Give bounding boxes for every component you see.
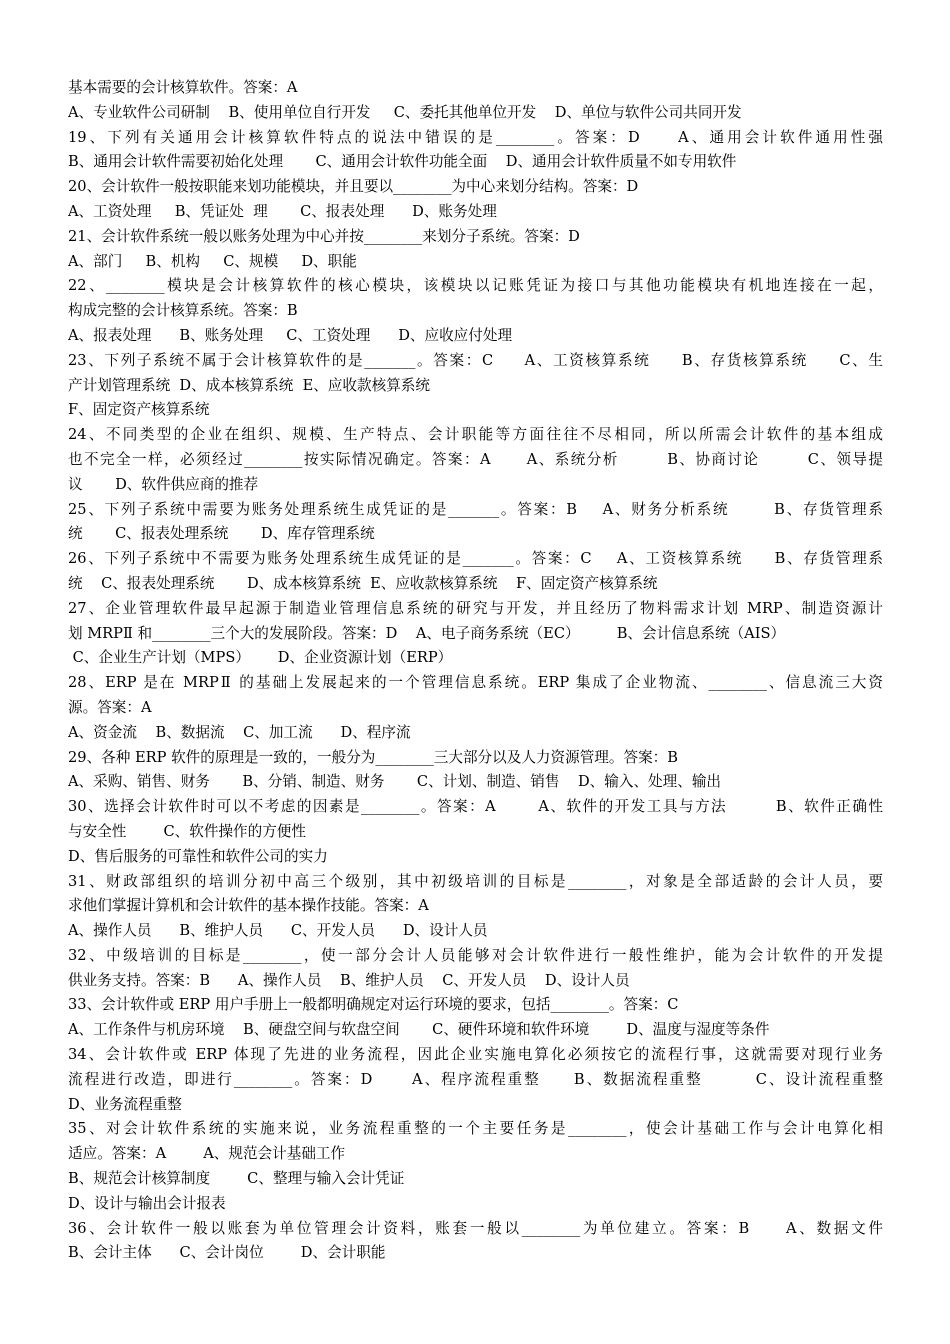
text-line: 28、ERP 是在 MRPⅡ 的基础上发展起来的一个管理信息系统。ERP 集成了企业物流、________、信息流三大资 bbox=[68, 674, 883, 692]
text-line: F、固定资产核算系统 bbox=[68, 401, 210, 419]
text-line: 划 MRPⅡ 和________三个大的发展阶段。答案：D A、电子商务系统（EC） B、会计信息系统（AIS） bbox=[68, 624, 786, 642]
text-line: 供业务支持。答案：B A、操作人员 B、维护人员 C、开发人员 D、设计人员 bbox=[68, 971, 630, 989]
text-line: 33、会计软件或 ERP 用户手册上一般都明确规定对运行环境的要求，包括________。答案：C bbox=[68, 996, 679, 1014]
text-line: B、会计主体 C、会计岗位 D、会计职能 bbox=[68, 1244, 386, 1262]
text-line: A、操作人员 B、维护人员 C、开发人员 D、设计人员 bbox=[68, 922, 488, 940]
text-line: A、部门 B、机构 C、规模 D、职能 bbox=[68, 252, 357, 270]
text-line: 26、下列子系统中不需要为账务处理系统生成凭证的是_______。答案：C A、工资核算系统 B、存货管理系 bbox=[68, 550, 883, 568]
text-line: D、设计与输出会计报表 bbox=[68, 1194, 226, 1212]
text-line: 36、会计软件一般以账套为单位管理会计资料，账套一般以________为单位建立。答案：B A、数据文件 bbox=[68, 1219, 883, 1237]
text-line: 也不完全一样，必须经过________按实际情况确定。答案：A A、系统分析 B、协商讨论 C、领导提 bbox=[68, 450, 883, 468]
text-line: 20、会计软件一般按职能来划功能模块，并且要以________为中心来划分结构。答案：D bbox=[68, 178, 639, 196]
text-line: 23、下列子系统不属于会计核算软件的是_______。答案：C A、工资核算系统 B、存货核算系统 C、生 bbox=[68, 351, 883, 369]
text-line: 27、企业管理软件最早起源于制造业管理信息系统的研究与开发，并且经历了物料需求计划 MRP、制造资源计 bbox=[68, 599, 883, 617]
text-line: A、工作条件与机房环境 B、硬盘空间与软盘空间 C、硬件环境和软件环境 D、温度与湿度等条件 bbox=[68, 1021, 770, 1039]
text-line: 30、选择会计软件时可以不考虑的因素是________。答案：A A、软件的开发工具与方法 B、软件正确性 bbox=[68, 798, 883, 816]
text-line: 构成完整的会计核算系统。答案：B bbox=[68, 302, 298, 320]
text-line: 流程进行改造，即进行________。答案：D A、程序流程重整 B、数据流程重整 C、设计流程重整 bbox=[68, 1070, 883, 1088]
text-line: 31、财政部组织的培训分初中高三个级别，其中初级培训的目标是________，对象是全部适龄的会计人员，要 bbox=[68, 872, 883, 890]
text-line: 与安全性 C、软件操作的方便性 bbox=[68, 822, 306, 840]
text-line: 35、对会计软件系统的实施来说，业务流程重整的一个主要任务是________，使会计基础工作与会计电算化相 bbox=[68, 1120, 883, 1138]
text-line: 适应。答案：A A、规范会计基础工作 bbox=[68, 1145, 346, 1163]
text-line: C、企业生产计划（MPS） D、企业资源计划（ERP） bbox=[68, 649, 453, 667]
text-line: A、采购、销售、财务 B、分销、制造、财务 C、计划、制造、销售 D、输入、处理、输出 bbox=[68, 773, 722, 791]
text-line: 24、不同类型的企业在组织、规模、生产特点、会计职能等方面往往不尽相同，所以所需会计软件的基本组成 bbox=[68, 426, 883, 444]
text-line: A、报表处理 B、账务处理 C、工资处理 D、应收应付处理 bbox=[68, 326, 513, 344]
text-line: B、通用会计软件需要初始化处理 C、通用会计软件功能全面 D、通用会计软件质量不如专用软件 bbox=[68, 153, 737, 171]
text-line: A、资金流 B、数据流 C、加工流 D、程序流 bbox=[68, 723, 411, 741]
text-line: 19、下列有关通用会计核算软件特点的说法中错误的是________。答案：D A、通用会计软件通用性强 bbox=[68, 128, 883, 146]
text-line: 25、下列子系统中需要为账务处理系统生成凭证的是_______。答案：B A、财务分析系统 B、存货管理系 bbox=[68, 500, 883, 518]
text-line: 议 D、软件供应商的推荐 bbox=[68, 475, 259, 493]
text-line: 22、________模块是会计核算软件的核心模块，该模块以记账凭证为接口与其他功能模块有机地连接在一起， bbox=[68, 277, 883, 295]
text-line: 34、会计软件或 ERP 体现了先进的业务流程，因此企业实施电算化必须按它的流程行事，这就需要对现行业务 bbox=[68, 1046, 883, 1064]
text-line: 基本需要的会计核算软件。答案：A bbox=[68, 79, 298, 96]
text-line: 产计划管理系统 D、成本核算系统 E、应收款核算系统 bbox=[68, 376, 430, 394]
text-line: D、业务流程重整 bbox=[68, 1095, 182, 1113]
text-line: 求他们掌握计算机和会计软件的基本操作技能。答案：A bbox=[68, 897, 429, 915]
text-line: B、规范会计核算制度 C、整理与输入会计凭证 bbox=[68, 1170, 405, 1188]
text-line: 统 C、报表处理系统 D、成本核算系统 E、应收款核算系统 F、固定资产核算系统 bbox=[68, 574, 658, 592]
text-line: 21、会计软件系统一般以账务处理为中心并按________来划分子系统。答案：D bbox=[68, 227, 580, 245]
text-line: 29、各种 ERP 软件的原理是一致的，一般分为________三大部分以及人力资源管理。答案：B bbox=[68, 748, 679, 766]
text-line: A、专业软件公司研制 B、使用单位自行开发 C、委托其他单位开发 D、单位与软件公司共同开发 bbox=[68, 103, 742, 121]
text-line: 统 C、报表处理系统 D、库存管理系统 bbox=[68, 525, 375, 543]
text-line: 源。答案：A bbox=[68, 698, 152, 716]
text-line: D、售后服务的可靠性和软件公司的实力 bbox=[68, 847, 328, 865]
text-line: 32、中级培训的目标是________，使一部分会计人员能够对会计软件进行一般性维护，能为会计软件的开发提 bbox=[68, 946, 883, 964]
text-line: A、工资处理 B、凭证处 理 C、报表处理 D、账务处理 bbox=[68, 202, 497, 220]
